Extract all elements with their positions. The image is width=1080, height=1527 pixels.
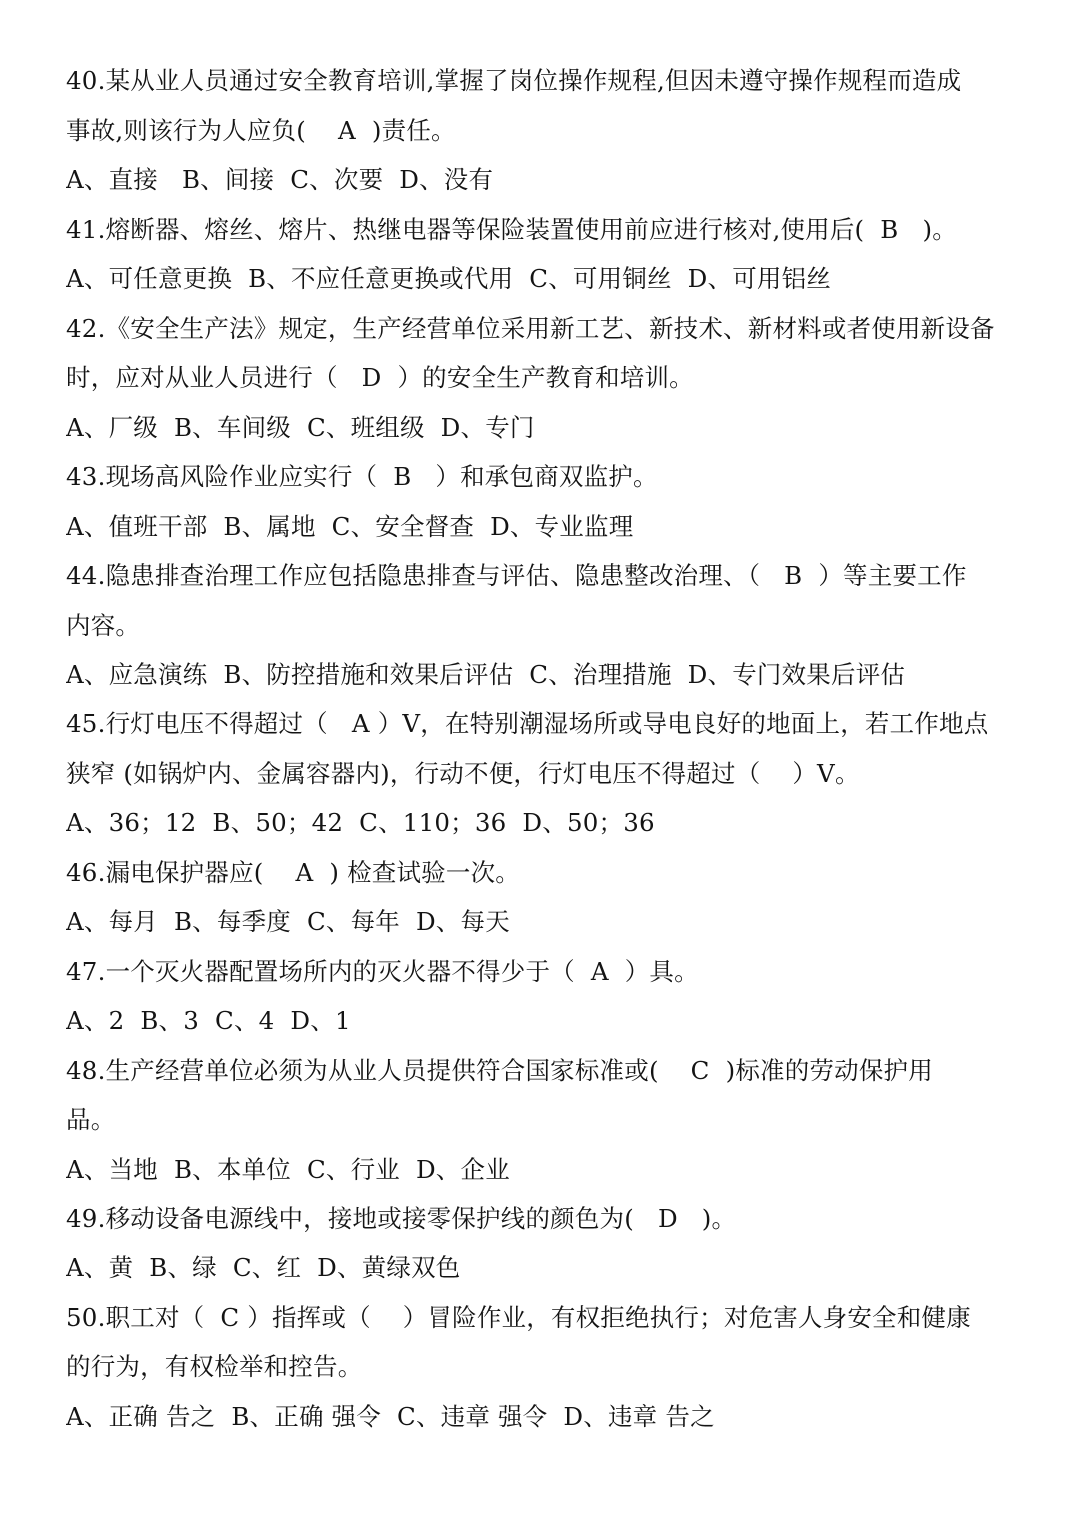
question-48-text: 48.生产经营单位必须为从业人员提供符合国家标准或( C )标准的劳动保护用 xyxy=(66,1056,933,1085)
question-47-options: A、2 B、3 C、4 D、1 xyxy=(66,1006,351,1035)
question-48-options: A、当地 B、本单位 C、行业 D、企业 xyxy=(66,1155,510,1184)
question-40-text-cont: 事故,则该行为人应负( A )责任。 xyxy=(66,116,456,145)
question-42-options: A、厂级 B、车间级 C、班组级 D、专门 xyxy=(66,413,535,442)
question-44-text-cont: 内容。 xyxy=(66,611,141,640)
question-43-text: 43.现场高风险作业应实行（ B ）和承包商双监护。 xyxy=(66,462,658,491)
question-44-options: A、应急演练 B、防控措施和效果后评估 C、治理措施 D、专门效果后评估 xyxy=(66,660,906,689)
question-45-options: A、36；12 B、50；42 C、110；36 D、50；36 xyxy=(66,808,655,837)
question-43-options: A、值班干部 B、属地 C、安全督查 D、专业监理 xyxy=(66,512,634,541)
question-47-text: 47.一个灭火器配置场所内的灭火器不得少于（ A ）具。 xyxy=(66,957,699,986)
question-42-text-cont: 时，应对从业人员进行（ D ）的安全生产教育和培训。 xyxy=(66,363,694,392)
question-50-options: A、正确 告之 B、正确 强令 C、违章 强令 D、违章 告之 xyxy=(66,1402,715,1431)
question-45-text-cont: 狭窄 (如锅炉内、金属容器内)，行动不便，行灯电压不得超过（ ）V。 xyxy=(66,759,860,788)
question-46-options: A、每月 B、每季度 C、每年 D、每天 xyxy=(66,907,510,936)
question-48-text-cont: 品。 xyxy=(66,1105,116,1134)
question-45-text: 45.行灯电压不得超过（ A ）V，在特别潮湿场所或导电良好的地面上，若工作地点 xyxy=(66,709,989,738)
question-40-options: A、直接 B、间接 C、次要 D、没有 xyxy=(66,165,494,194)
question-44-text: 44.隐患排查治理工作应包括隐患排查与评估、隐患整改治理、（ B ）等主要工作 xyxy=(66,561,967,590)
question-50-text-cont: 的行为，有权检举和控告。 xyxy=(66,1352,363,1381)
question-49-options: A、黄 B、绿 C、红 D、黄绿双色 xyxy=(66,1253,461,1282)
question-42-text: 42.《安全生产法》规定，生产经营单位采用新工艺、新技术、新材料或者使用新设备 xyxy=(66,314,995,343)
question-40-text: 40.某从业人员通过安全教育培训,掌握了岗位操作规程,但因未遵守操作规程而造成 xyxy=(66,66,962,95)
question-41-options: A、可任意更换 B、不应任意更换或代用 C、可用铜丝 D、可用铝丝 xyxy=(66,264,832,293)
question-41-text: 41.熔断器、熔丝、熔片、热继电器等保险装置使用前应进行核对,使用后( B )。 xyxy=(66,215,957,244)
question-49-text: 49.移动设备电源线中，接地或接零保护线的颜色为( D )。 xyxy=(66,1204,737,1233)
question-46-text: 46.漏电保护器应( A ) 检查试验一次。 xyxy=(66,858,520,887)
question-50-text: 50.职工对（ C ）指挥或（ ）冒险作业，有权拒绝执行；对危害人身安全和健康 xyxy=(66,1303,971,1332)
